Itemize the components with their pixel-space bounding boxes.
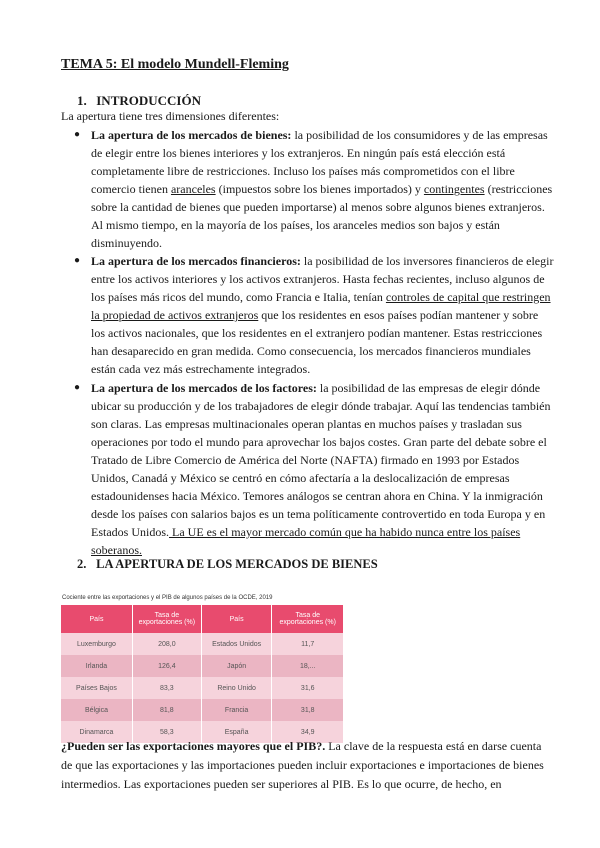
page-title: TEMA 5: El modelo Mundell-Fleming	[61, 57, 289, 72]
bullet-body: (restricciones sobre la cantidad de bienes que pueden importarse) al menos sobre algunos bienes extranjeros. Al mismo tiempo, en la mayoría de los países, los aranceles medios son bajos y están disminuyendo.	[91, 182, 553, 250]
bullet-text	[91, 252, 554, 378]
table-cell: 208,0	[132, 633, 201, 655]
section-number: 1.	[77, 93, 87, 108]
bullet-bold: La apertura de los mercados de bienes:	[91, 128, 292, 142]
exports-table	[61, 605, 344, 743]
section-number: 2.	[77, 557, 87, 571]
table-cell: Luxemburgo	[61, 633, 132, 655]
table-cell: 18,...	[272, 655, 344, 677]
bullet-body: la posibilidad de los consumidores y de las empresas de elegir entre los bienes interiores y los extranjeros. En ningún país está elección está completamente libre de restricciones. Incluso los países más comprometidos con el libre comercio tienen	[91, 128, 548, 196]
underlined-term: La UE es el mayor mercado común que ha habido nunca entre los países soberanos.	[91, 525, 521, 557]
table-cell: 81,8	[132, 699, 201, 721]
bullet-text	[91, 379, 554, 559]
table-cell: Estados Unidos	[201, 633, 272, 655]
table-row	[61, 677, 344, 699]
bullet-text	[91, 126, 554, 252]
table-cell: Dinamarca	[61, 721, 132, 743]
underlined-term: controles de capital que restringen la propiedad de activos extranjeros	[91, 290, 551, 322]
bullet-body: la posibilidad de los inversores financieros de elegir entre los activos interiores y los activos extranjeros. Hasta fechas recientes, incluso algunos de los países más ricos del mundo, como Francia e Italia, tenían	[91, 254, 554, 304]
underlined-term: aranceles	[170, 182, 216, 196]
bullet-body: la posibilidad de las empresas de elegir dónde ubicar su producción y de los trabajadores de elegir dónde trabajar. Aquí las tendencias también son claras. Las empresas multinacionales operan plantas en muchos países y trasladan sus operaciones por todo el mundo para aprovechar los bajos costes. Gran parte del debate sobre el Tratado de Libre Comercio de América del Norte (NAFTA) firmado en 1993 por Estados Unidos, Canadá y México se centró en cómo afectaría a la deslocalización de empresas estadounidenses hacia México. Temores análogos se centran ahora en China. Y la inmigración desde los países con salarios bajos es un tema políticamente controvertido en toda Europa y en Estados Unidos.	[91, 381, 551, 539]
bullet-body: que los residentes en esos países podían mantener y sobre los activos nacionales, que los residentes en el extranjero podían mantener. Estas restricciones han desaparecido en gran medida. Como consecuencia, los mercados financieros mundiales están cada vez más estrechamente integrados.	[91, 308, 543, 376]
table-cell: Países Bajos	[61, 677, 132, 699]
bullet-bold: La apertura de los mercados financieros:	[91, 254, 301, 268]
intro-text: La apertura tiene tres dimensiones diferentes:	[61, 109, 280, 123]
section-heading-introduccion	[77, 93, 201, 109]
table-cell: Irlanda	[61, 655, 132, 677]
bullet-icon: ●	[74, 382, 81, 393]
underlined-term: contingentes	[423, 182, 485, 196]
col-header: Tasa de exportaciones (%)	[132, 605, 201, 633]
table-cell: España	[201, 721, 272, 743]
table-title: Cociente entre las exportaciones y el PIB de algunos países de la OCDE, 2019	[62, 595, 273, 601]
col-header: Tasa de exportaciones (%)	[272, 605, 344, 633]
bullet-icon: ●	[74, 129, 81, 140]
table-cell: 58,3	[132, 721, 201, 743]
section-heading-apertura	[77, 557, 378, 572]
bullet-icon: ●	[74, 255, 81, 266]
col-header: País	[61, 605, 132, 633]
table-cell: 126,4	[132, 655, 201, 677]
table-cell: 83,3	[132, 677, 201, 699]
section-title: INTRODUCCIÓN	[96, 93, 201, 108]
paragraph-body: La clave de la respuesta está en darse cuenta de que las exportaciones y las importaciones pueden incluir exportaciones e importaciones de bienes intermedios. Las exportaciones pueden ser superiores al PIB. Es lo que ocurre, de hecho, en	[61, 739, 544, 791]
table-row	[61, 699, 344, 721]
table-cell: 31,8	[272, 699, 344, 721]
closing-paragraph	[61, 737, 545, 794]
table-cell: Reino Unido	[201, 677, 272, 699]
table-cell: Francia	[201, 699, 272, 721]
paragraph-question: ¿Pueden ser las exportaciones mayores que el PIB?.	[61, 739, 326, 753]
bullet-body: (impuestos sobre los bienes importados) y	[215, 182, 424, 196]
bullet-bold: La apertura de los mercados de los factores:	[91, 381, 317, 395]
table-cell: Bélgica	[61, 699, 132, 721]
bullet-mercados-bienes	[74, 126, 554, 252]
section-title: LA APERTURA DE LOS MERCADOS DE BIENES	[96, 557, 378, 571]
table-cell: 34,9	[272, 721, 344, 743]
table-header-row	[61, 605, 344, 633]
table-cell: 11,7	[272, 633, 344, 655]
table-row	[61, 633, 344, 655]
table-cell: Japón	[201, 655, 272, 677]
bullet-mercados-factores	[74, 379, 554, 559]
bullet-mercados-financieros	[74, 252, 554, 378]
table-row	[61, 655, 344, 677]
col-header: País	[201, 605, 272, 633]
table-cell: 31,6	[272, 677, 344, 699]
